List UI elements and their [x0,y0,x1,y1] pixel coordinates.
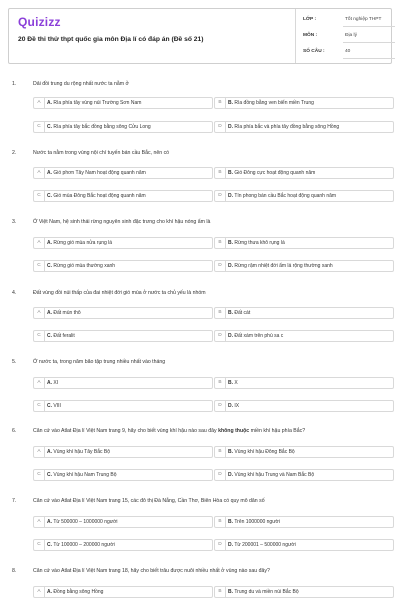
option-letter: A [34,378,45,388]
option-text: Gió phơn Tây Nam hoạt động quanh năm [53,170,146,176]
option-b[interactable]: B B. X [214,377,394,389]
question-number: 3. [12,219,17,225]
option-text: Vùng khí hậu Nam Trung Bộ [53,472,117,478]
option-text: Rừng rậm nhiệt đới ẩm lá rộng thường xanh [234,263,333,269]
option-a[interactable]: A A. Đất mùn thô [33,307,213,319]
question-number: 4. [12,290,17,296]
option-b[interactable]: B B. Đất cát [214,307,394,319]
question-number: 7. [12,498,17,504]
header-divider [295,9,296,63]
question-number: 1. [12,81,17,87]
option-d[interactable]: D D. IX [214,400,394,412]
option-b[interactable]: B B. Trên 1000000 người [214,516,394,528]
option-letter: B [215,587,226,597]
option-text: Đất feralit [53,333,75,339]
question-text: Ở nước ta, trong năm bão tập trung nhiều nhất vào tháng [33,359,166,365]
option-c[interactable]: C C. Vùng khí hậu Nam Trung Bộ [33,469,213,481]
option-letter: C [34,191,45,201]
option-letter: B [215,98,226,108]
option-text: Gió mùa Đông Bắc hoạt động quanh năm [53,193,146,199]
option-a[interactable]: A A. Đồng bằng sông Hồng [33,586,213,598]
meta-subject-value: Địa lý [345,33,357,38]
option-letter: B [215,378,226,388]
worksheet-header [8,8,392,64]
option-text: Từ 100000 – 200000 người [53,542,115,548]
option-b[interactable]: B B. Rừng thưa khô rụng lá [214,237,394,249]
option-letter: B [215,308,226,318]
question-text: Dải đồi trung du rộng nhất nước ta nằm ở [33,81,129,87]
option-letter: B [215,447,226,457]
option-letter: C [34,540,45,550]
question-text: Căn cứ vào Atlat Địa lí Việt Nam trang 15, các đô thị Đà Nẵng, Cần Thơ, Biên Hòa có quy mô dân số [33,498,265,504]
option-text: Đất cát [234,310,251,316]
option-letter: B [215,168,226,178]
option-letter: C [34,261,45,271]
option-a[interactable]: A A. Gió phơn Tây Nam hoạt động quanh năm [33,167,213,179]
meta-line [343,42,395,43]
option-letter: D [215,191,226,201]
option-text: Đồng bằng sông Hồng [53,589,104,595]
option-letter: D [215,122,226,132]
option-a[interactable]: A A. Rìa phía tây vùng núi Trường Sơn Nam [33,97,213,109]
option-letter: C [34,401,45,411]
option-text: Vùng khí hậu Trung và Nam Bắc Bộ [234,472,315,478]
option-letter: C [34,122,45,132]
option-c[interactable]: C C. VIII [33,400,213,412]
question-text: Nước ta nằm trong vùng nội chí tuyến bán cầu Bắc, nên có [33,150,170,156]
option-letter: A [34,587,45,597]
option-text: Từ 500000 – 1000000 người [53,519,118,525]
option-c[interactable]: C C. Gió mùa Đông Bắc hoạt động quanh năm [33,190,213,202]
option-text: Trên 1000000 người [234,519,280,525]
question-text: Căn cứ vào Atlat Địa lí Việt Nam trang 18, hãy cho biết trâu được nuôi nhiều nhất ở vùng nào sau đây? [33,568,270,574]
option-letter: A [34,238,45,248]
option-text: XI [53,380,59,386]
meta-subject-label: MÔN : [303,33,318,38]
option-text: Tín phong bán cầu Bắc hoạt động quanh năm [234,193,337,199]
option-letter: D [215,540,226,550]
option-text: Rừng gió mùa thường xanh [53,263,116,269]
option-letter: D [215,401,226,411]
option-b[interactable]: B B. Vùng khí hậu Đông Bắc Bộ [214,446,394,458]
option-letter: D [215,261,226,271]
option-d[interactable]: D D. Đất xám trên phù sa c [214,330,394,342]
option-c[interactable]: C C. Đất feralit [33,330,213,342]
option-letter: D [215,470,226,480]
option-text: Rìa phía tây vùng núi Trường Sơn Nam [53,100,142,106]
question-text: Đất vùng đồi núi thấp của đai nhiệt đới gió mùa ở nước ta chủ yếu là nhóm [33,290,206,296]
option-c[interactable]: C C. Rừng gió mùa thường xanh [33,260,213,272]
meta-line [343,26,395,27]
option-letter: B [215,238,226,248]
option-text: Rừng gió mùa nửa rụng lá [53,240,113,246]
meta-class-value: Tốt nghiệp THPT [345,17,382,22]
option-d[interactable]: D D. Tín phong bán cầu Bắc hoạt động quanh năm [214,190,394,202]
option-d[interactable]: D D. Rìa phía bắc và phía tây đồng bằng sông Hồng [214,121,394,133]
question-number: 2. [12,150,17,156]
option-a[interactable]: A A. XI [33,377,213,389]
meta-line [343,58,395,59]
option-c[interactable]: C C. Từ 100000 – 200000 người [33,539,213,551]
option-d[interactable]: D D. Rừng rậm nhiệt đới ẩm lá rộng thường xanh [214,260,394,272]
option-b[interactable]: B B. Gió Đông cực hoạt động quanh năm [214,167,394,179]
question-number: 6. [12,428,17,434]
meta-class-label: LỚP : [303,17,317,22]
question-text: Căn cứ vào Atlat Địa lí Việt Nam trang 9, hãy cho biết vùng khí hậu nào sau đây không thuộc miền khí hậu phía Bắc? [33,428,306,434]
quizizz-logo[interactable]: Quizizz [18,15,61,29]
option-letter: A [34,447,45,457]
option-text: Đất xám trên phù sa c [234,333,284,339]
option-text: Rừng thưa khô rụng lá [234,240,285,246]
option-text: Rìa đồng bằng ven biển miền Trung [234,100,314,106]
option-letter: B [215,517,226,527]
option-d[interactable]: D D. Vùng khí hậu Trung và Nam Bắc Bộ [214,469,394,481]
option-a[interactable]: A A. Từ 500000 – 1000000 người [33,516,213,528]
option-letter: A [34,517,45,527]
question-emphasis: không thuộc [218,428,250,434]
option-text: Rìa phía bắc và phía tây đồng bằng sông Hồng [234,124,340,130]
question-number: 5. [12,359,17,365]
option-letter: A [34,308,45,318]
option-text: Vùng khí hậu Tây Bắc Bộ [53,449,111,455]
option-d[interactable]: D D. Từ 200001 – 500000 người [214,539,394,551]
option-a[interactable]: A A. Rừng gió mùa nửa rụng lá [33,237,213,249]
meta-count-label: SỐ CÂU : [303,49,325,54]
option-a[interactable]: A A. Vùng khí hậu Tây Bắc Bộ [33,446,213,458]
option-b[interactable]: B B. Rìa đồng bằng ven biển miền Trung [214,97,394,109]
page-title: 20 Đề thi thử thpt quốc gia môn Địa lí có đáp án (Đề số 21) [18,36,204,43]
option-letter: D [215,331,226,341]
meta-count-value: 40 [345,49,351,54]
option-text: Trung du và miền núi Bắc Bộ [234,589,299,595]
question-text: Ở Việt Nam, hệ sinh thái rừng nguyên sinh đặc trưng cho khí hậu nóng ẩm là [33,219,211,225]
option-letter: C [34,331,45,341]
option-text: VIII [53,403,61,409]
option-text: Rìa phía tây bắc đồng bằng sông Cửu Long [53,124,151,130]
option-text: X [234,380,238,386]
option-text: IX [234,403,240,409]
option-text: Vùng khí hậu Đông Bắc Bộ [234,449,295,455]
option-letter: A [34,98,45,108]
option-b[interactable]: B B. Trung du và miền núi Bắc Bộ [214,586,394,598]
option-text: Từ 200001 – 500000 người [234,542,296,548]
option-text: Gió Đông cực hoạt động quanh năm [234,170,316,176]
option-text: Đất mùn thô [53,310,81,316]
option-letter: A [34,168,45,178]
option-letter: C [34,470,45,480]
option-c[interactable]: C C. Rìa phía tây bắc đồng bằng sông Cửu Long [33,121,213,133]
question-number: 8. [12,568,17,574]
